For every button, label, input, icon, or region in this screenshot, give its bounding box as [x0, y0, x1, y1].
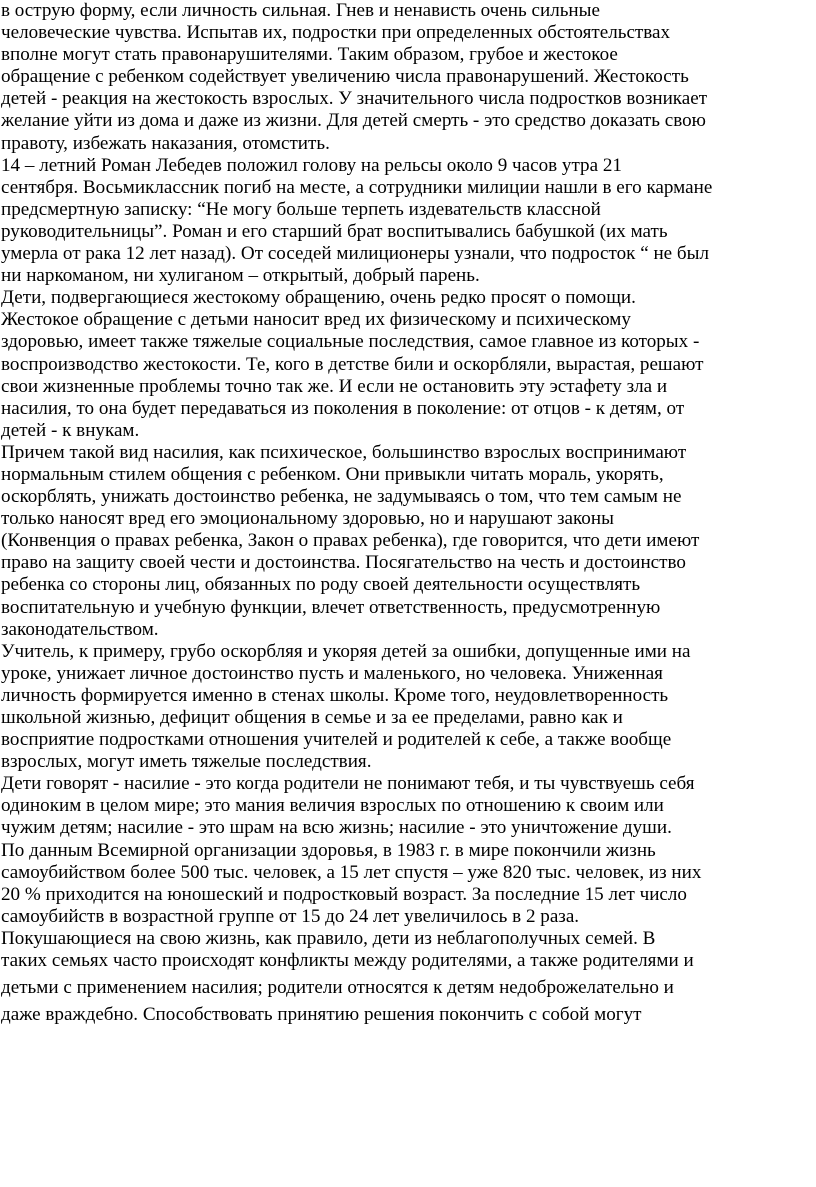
text-line: свои жизненные проблемы точно так же. И если не остановить эту эстафету зла и — [1, 375, 668, 397]
text-line: ни наркоманом, ни хулиганом – открытый, добрый парень. — [1, 265, 480, 287]
text-line: одиноким в целом мире; это мания величия взрослых по отношению к своим или — [1, 795, 664, 817]
text-line: школьной жизнью, дефицит общения в семье и за ее пределами, равно как и — [1, 707, 623, 728]
text-line: ребенка со стороны лиц, обязанных по роду своей деятельности осуществлять — [1, 574, 641, 596]
text-line: только наносят вред его эмоциональному здоровью, но и нарушают законы — [1, 508, 614, 530]
text-line: обращение с ребенком содействует увеличению числа правонарушений. Жестокость — [1, 66, 689, 88]
text-line: право на защиту своей чести и достоинства. Посягательство на честь и достоинство — [1, 552, 686, 574]
text-line: нормальным стилем общения с ребенком. Они привыкли читать мораль, укорять, — [1, 463, 664, 485]
text-line: Учитель, к примеру, грубо оскорбляя и укоряя детей за ошибки, допущенные ими на — [1, 640, 691, 662]
text-line: Жестокое обращение с детьми наносит вред их физическому и психическому — [1, 309, 631, 331]
text-line: самоубийств в возрастной группе от 15 до 24 лет увеличилось в 2 раза. — [1, 905, 580, 927]
text-line: Покушающиеся на свою жизнь, как правило, дети из неблагополучных семей. В — [1, 927, 656, 949]
text-line: вполне могут стать правонарушителями. Таким образом, грубое и жестокое — [1, 44, 618, 66]
text-line: взрослых, могут иметь тяжелые последствия. — [1, 751, 372, 773]
text-line: детьми с применением насилия; родители относятся к детям недоброжелательно и — [1, 977, 674, 999]
text-line: оскорблять, унижать достоинство ребенка, не задумываясь о том, что тем самым не — [1, 486, 682, 508]
text-line: руководительницы”. Роман и его старший брат воспитывались бабушкой (их мать — [1, 220, 668, 242]
text-line: детей - реакция на жестокость взрослых. У значительного числа подростков возникает — [1, 88, 708, 110]
text-line: здоровью, имеет также тяжелые социальные последствия, самое главное из которых - — [1, 331, 700, 353]
text-line: предсмертную записку: “Не могу больше терпеть издевательств классной — [1, 198, 601, 220]
text-line: в острую форму, если личность сильная. Гнев и ненависть очень сильные — [1, 0, 600, 21]
text-line: человеческие чувства. Испытав их, подростки при определенных обстоятельствах — [1, 22, 671, 44]
text-line: восприятие подростками отношения учителей и родителей к себе, а также вообще — [1, 729, 672, 751]
text-line: 20 % приходится на юношеский и подростковый возраст. За последние 15 лет число — [1, 883, 687, 905]
text-line: самоубийством более 500 тыс. человек, а 15 лет спустя – уже 820 тыс. человек, из них — [1, 861, 702, 883]
text-line: правоту, избежать наказания, отомстить. — [1, 132, 330, 154]
text-line: воспитательную и учебную функции, влечет ответственность, предусмотренную — [1, 596, 661, 618]
text-line: 14 – летний Роман Лебедев положил голову на рельсы около 9 часов утра 21 — [1, 154, 622, 176]
text-line: сентября. Восьмиклассник погиб на месте, а сотрудники милиции нашли в его кармане — [1, 176, 713, 198]
text-line: умерла от рака 12 лет назад). От соседей милиционеры узнали, что подросток “ не был — [1, 243, 710, 265]
text-line: (Конвенция о правах ребенка, Закон о правах ребенка), где говорится, что дети имеют — [1, 530, 700, 552]
text-line: По данным Всемирной организации здоровья, в 1983 г. в мире покончили жизнь — [1, 839, 656, 861]
text-line: уроке, унижает личное достоинство пусть и маленького, но человека. Униженная — [1, 662, 663, 684]
text-line: детей - к внукам. — [1, 419, 140, 441]
text-line: чужим детям; насилие - это шрам на всю жизнь; насилие - это уничтожение души. — [1, 817, 672, 839]
text-line: воспроизводство жестокости. Те, кого в детстве били и оскорбляли, вырастая, решают — [1, 353, 704, 375]
text-line: Дети, подвергающиеся жестокому обращению, очень редко просят о помощи. — [1, 287, 636, 309]
text-line: таких семьях часто происходят конфликты между родителями, а также родителями и — [1, 950, 694, 972]
text-line: Причем такой вид насилия, как психическое, большинство взрослых воспринимают — [1, 441, 687, 463]
text-line: желание уйти из дома и даже из жизни. Для детей смерть - это средство доказать свою — [1, 110, 706, 132]
text-line: Дети говорят - насилие - это когда родители не понимают тебя, и ты чувствуешь себя — [1, 773, 695, 795]
text-line: насилия, то она будет передаваться из поколения в поколение: от отцов - к детям, от — [1, 397, 685, 419]
text-line: законодательством. — [1, 618, 159, 640]
text-line: даже враждебно. Способствовать принятию решения покончить с собой могут — [1, 1004, 642, 1026]
text-line: личность формируется именно в стенах школы. Кроме того, неудовлетворенность — [1, 684, 669, 706]
